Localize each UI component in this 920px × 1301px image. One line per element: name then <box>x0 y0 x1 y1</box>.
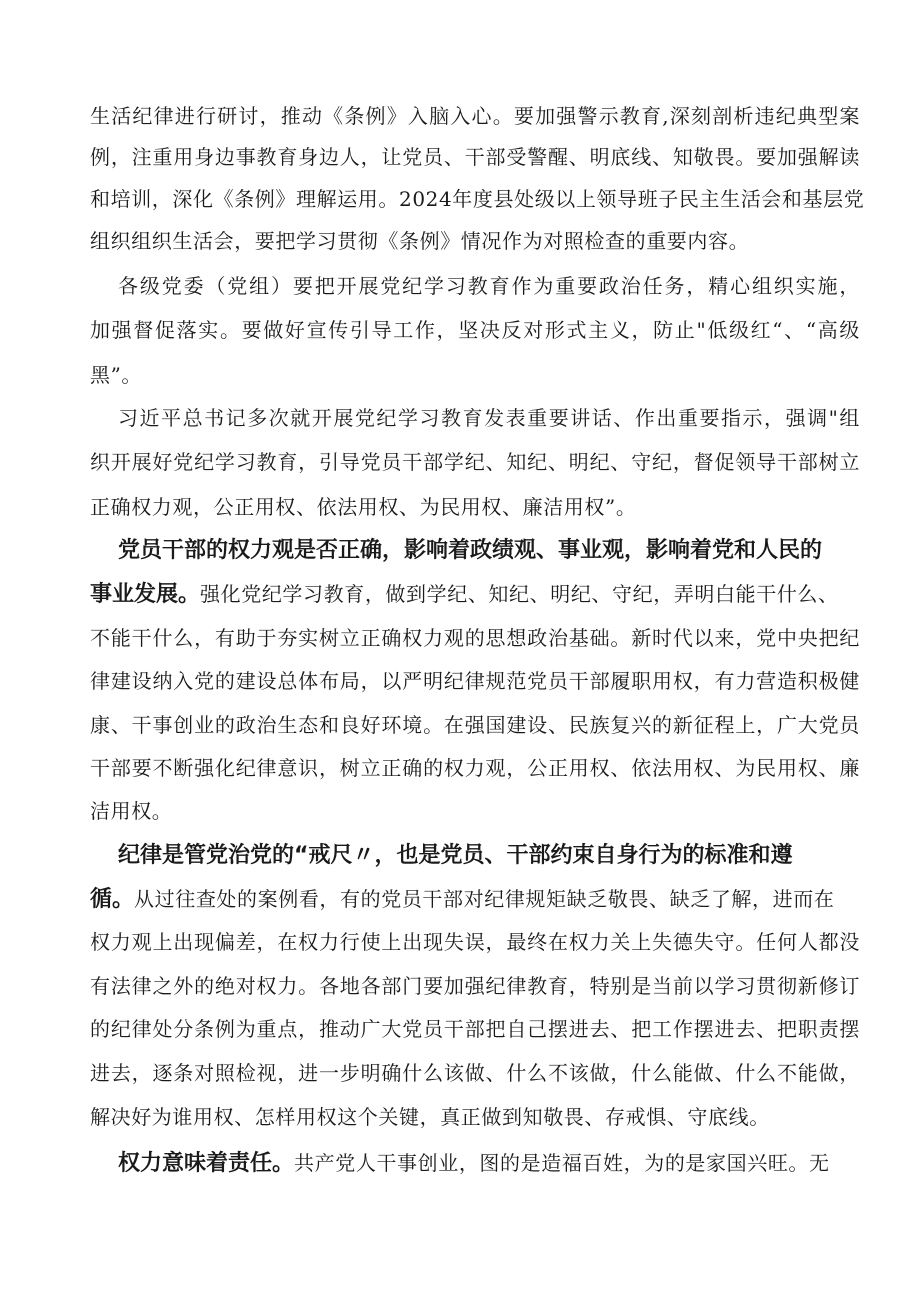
text-line: 的纪律处分条例为重点，推动广大党员干部把自己摆进去、把工作摆进去、把职责摆 <box>90 1017 860 1041</box>
text-line: 正确权力观，公正用权、依法用权、为民用权、廉洁用权”。 <box>90 495 637 519</box>
text-line: 康、干事创业的政治生态和良好环境。在强国建设、民族复兴的新征程上，广大党员 <box>90 713 860 737</box>
text-line: 循。从过往查处的案例看，有的党员干部对纪律规矩缺乏敬畏、缺乏了解，进而在 <box>90 887 835 912</box>
text-line: 习近平总书记多次就开展党纪学习教育发表重要讲话、作出重要指示，强调"组 <box>118 406 860 430</box>
text-line: 事业发展。强化党纪学习教育，做到学纪、知纪、明纪、守纪，弄明白能干什么、 <box>90 582 839 607</box>
text-line: 加强督促落实。要做好宣传引导工作，坚决反对形式主义，防止"低级红“、“高级 <box>90 318 860 342</box>
text-line: 干部要不断强化纪律意识，树立正确的权力观，公正用权、依法用权、为民用权、廉 <box>90 756 860 780</box>
text-line: 律建设纳入党的建设总体布局，以严明纪律规范党员干部履职用权，有力营造积极健 <box>90 669 860 693</box>
text-line: 例，注重用身边事教育身边人，让党员、干部受警醒、明底线、知敬畏。要加强解读 <box>90 145 860 169</box>
text-line: 权力观上出现偏差，在权力行使上出现失误，最终在权力关上失德失守。任何人都没 <box>90 930 860 954</box>
paragraph-lead: 权力意味着责任。 <box>118 1151 295 1176</box>
text-line: 织开展好党纪学习教育，引导党员干部学纪、知纪、明纪、守纪，督促领导干部树立 <box>90 450 860 474</box>
paragraph-lead: 纪律是管党治党的“戒尺〃，也是党员、干部约束自身行为的标准和遵 <box>118 843 793 868</box>
text-line: 进去，逐条对照检视，进一步明确什么该做、什么不该做，什么能做、什么不能做， <box>90 1061 860 1085</box>
text-line: 黑”。 <box>90 363 143 387</box>
text-line: 不能干什么，有助于夯实树立正确权力观的思想政治基础。新时代以来，党中央把纪 <box>90 626 860 650</box>
text-line: 生活纪律进行研讨，推动《条例》入脑入心。要加强警示教育,深刻剖析违纪典型案 <box>90 104 860 128</box>
paragraph-lead: 党员干部的权力观是否正确，影响着政绩观、事业观，影响着党和人民的 <box>118 538 823 563</box>
paragraph-lead: 循。 <box>90 887 135 912</box>
text-line: 解决好为谁用权、怎样用权这个关键，真正做到知敬畏、存戒惧、守底线。 <box>90 1105 770 1129</box>
text-line <box>118 835 860 875</box>
paragraph-lead: 事业发展。 <box>90 582 201 607</box>
text-line: 和培训，深化《条例》理解运用。2024年度县处级以上领导班子民主生活会和基层党 <box>90 187 865 211</box>
text-line <box>118 530 860 570</box>
text-line: 各级党委（党组）要把开展党纪学习教育作为重要政治任务，精心组织实施， <box>118 274 860 298</box>
text-line: 有法律之外的绝对权力。各地各部门要加强纪律教育，特别是当前以学习贯彻新修订 <box>90 974 860 998</box>
text-line: 权力意味着责任。共产党人干事创业，图的是造福百姓，为的是家国兴旺。无 <box>118 1151 830 1176</box>
text-line: 洁用权。 <box>90 799 173 823</box>
text-line: 组织组织生活会，要把学习贯彻《条例》情况作为对照检查的重要内容。 <box>90 229 750 253</box>
